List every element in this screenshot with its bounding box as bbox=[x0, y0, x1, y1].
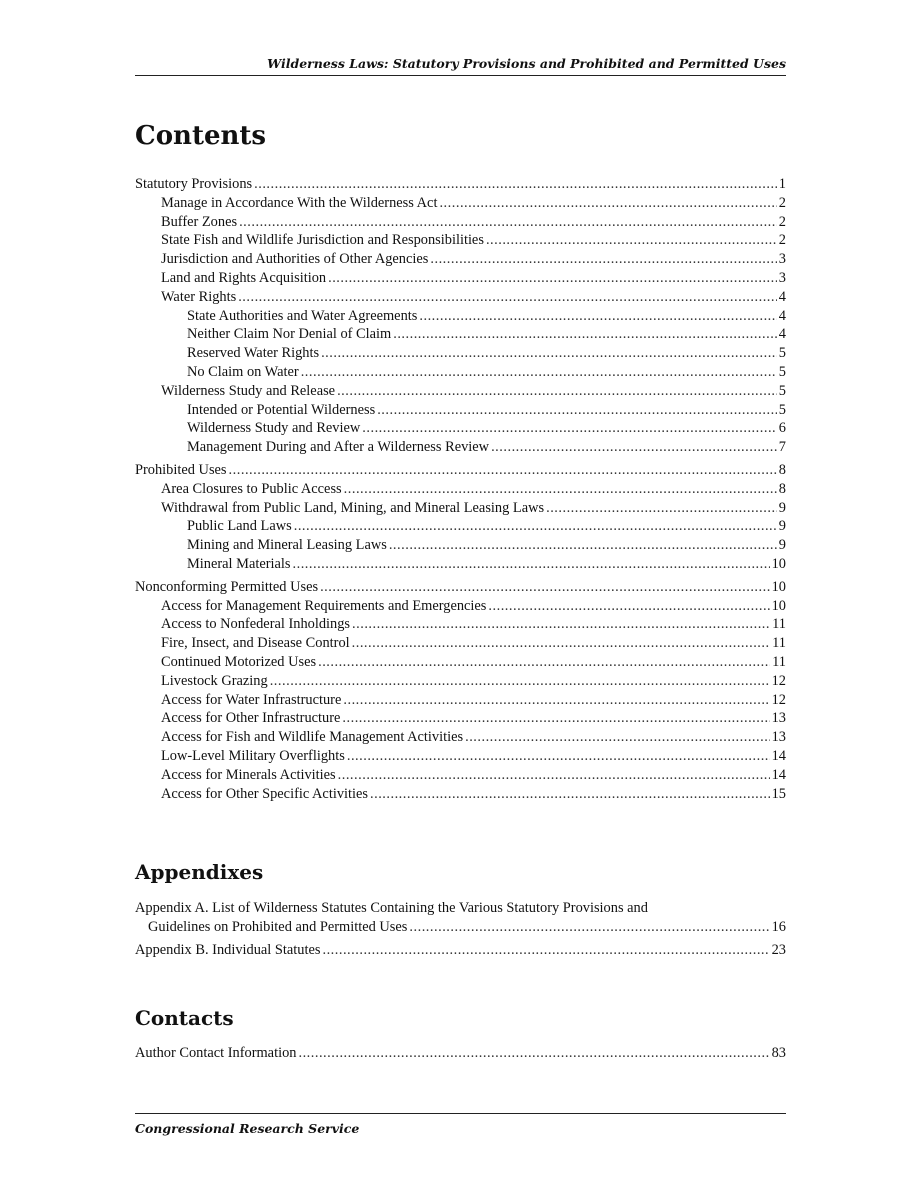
toc-entry[interactable] bbox=[135, 499, 786, 518]
toc-entry-page: 2 bbox=[778, 213, 786, 230]
toc-entry-title: Nonconforming Permitted Uses bbox=[135, 578, 319, 595]
dot-leader bbox=[293, 555, 770, 574]
toc-entry-title: Access for Management Requirements and Emergencies bbox=[161, 597, 487, 614]
toc-entry[interactable] bbox=[135, 363, 786, 382]
toc-entry-title: Livestock Grazing bbox=[161, 672, 268, 689]
dot-leader bbox=[238, 288, 777, 307]
toc-entry-title: Manage in Accordance With the Wilderness Act bbox=[161, 194, 438, 211]
dot-leader bbox=[294, 517, 777, 536]
toc-entry-page: 4 bbox=[778, 307, 786, 324]
appendixes-heading: Appendixes bbox=[135, 860, 264, 884]
toc-entry-title: Public Land Laws bbox=[187, 518, 292, 535]
toc-entry-page: 11 bbox=[772, 616, 786, 633]
toc-entry-title: Reserved Water Rights bbox=[187, 345, 320, 362]
toc-entry-page: 10 bbox=[771, 597, 786, 614]
dot-leader bbox=[229, 461, 777, 480]
toc-entry-page: 9 bbox=[778, 518, 786, 535]
toc-entry-title: Statutory Provisions bbox=[135, 176, 253, 192]
toc-entry[interactable] bbox=[135, 325, 786, 344]
toc-entry-title: State Authorities and Water Agreements bbox=[187, 307, 418, 324]
toc-entry-title: State Fish and Wildlife Jurisdiction and Responsibilities bbox=[161, 232, 484, 249]
dot-leader bbox=[389, 536, 777, 555]
toc-entry-title: Appendix A. List of Wilderness Statutes Containing the Various Statutory Provisions and bbox=[135, 900, 648, 916]
contacts-heading: Contacts bbox=[135, 1006, 234, 1030]
dot-leader bbox=[270, 672, 770, 691]
toc-entry[interactable] bbox=[135, 461, 786, 480]
toc-entry-author-contact[interactable] bbox=[135, 1044, 786, 1063]
toc-entry-title: Low-Level Military Overflights bbox=[161, 747, 345, 764]
toc-entry[interactable] bbox=[135, 615, 786, 634]
toc-entry[interactable] bbox=[135, 438, 786, 457]
toc-entry-title: Guidelines on Prohibited and Permitted Uses bbox=[148, 918, 408, 935]
toc-entry-title: Access for Other Infrastructure bbox=[161, 710, 341, 727]
dot-leader bbox=[419, 307, 776, 326]
toc-entry-title: Appendix B. Individual Statutes bbox=[135, 941, 321, 958]
dot-leader bbox=[409, 918, 769, 937]
toc-entry-title: Land and Rights Acquisition bbox=[161, 269, 327, 286]
toc-entry[interactable] bbox=[135, 401, 786, 420]
dot-leader bbox=[362, 419, 777, 438]
toc-entry-page: 13 bbox=[771, 710, 786, 727]
toc-entry[interactable] bbox=[135, 728, 786, 747]
dot-leader bbox=[465, 728, 770, 747]
toc-entry-title: Withdrawal from Public Land, Mining, and Mineral Leasing Laws bbox=[161, 499, 545, 516]
dot-leader bbox=[546, 499, 777, 518]
toc-entry-page: 5 bbox=[778, 345, 786, 362]
dot-leader bbox=[338, 766, 770, 785]
toc-entry-title: Water Rights bbox=[161, 288, 237, 305]
contents-list bbox=[135, 175, 786, 803]
toc-entry-title: Prohibited Uses bbox=[135, 461, 227, 478]
dot-leader bbox=[488, 597, 769, 616]
toc-entry-page: 8 bbox=[778, 461, 786, 478]
toc-entry-title: Intended or Potential Wilderness bbox=[187, 401, 376, 418]
dot-leader bbox=[439, 194, 776, 213]
dot-leader bbox=[377, 401, 777, 420]
toc-entry-title: Access for Water Infrastructure bbox=[161, 691, 342, 708]
dot-leader bbox=[370, 785, 770, 804]
toc-entry-page: 5 bbox=[778, 363, 786, 380]
toc-entry[interactable] bbox=[135, 709, 786, 728]
dot-leader bbox=[328, 269, 777, 288]
toc-entry-page: 5 bbox=[778, 382, 786, 399]
toc-entry[interactable] bbox=[135, 250, 786, 269]
dot-leader bbox=[486, 231, 777, 250]
toc-entry-page: 2 bbox=[778, 194, 786, 211]
dot-leader bbox=[320, 578, 770, 597]
toc-entry[interactable] bbox=[135, 419, 786, 438]
toc-entry[interactable] bbox=[135, 194, 786, 213]
toc-entry[interactable] bbox=[135, 536, 786, 555]
toc-entry[interactable] bbox=[135, 213, 786, 232]
toc-entry-appendix-a[interactable] bbox=[135, 899, 786, 937]
toc-entry-title: Wilderness Study and Review bbox=[187, 420, 361, 437]
dot-leader bbox=[239, 213, 777, 232]
toc-entry-title: Neither Claim Nor Denial of Claim bbox=[187, 326, 392, 343]
appendixes-list bbox=[135, 899, 786, 959]
toc-entry-page: 6 bbox=[778, 420, 786, 437]
dot-leader bbox=[352, 634, 771, 653]
toc-entry-page: 4 bbox=[778, 326, 786, 343]
toc-entry-page: 12 bbox=[771, 672, 786, 689]
dot-leader bbox=[318, 653, 770, 672]
toc-entry-page: 11 bbox=[772, 653, 786, 670]
dot-leader bbox=[322, 941, 769, 960]
dot-leader bbox=[347, 747, 770, 766]
toc-entry-page: 9 bbox=[778, 499, 786, 516]
toc-entry-title: Fire, Insect, and Disease Control bbox=[161, 635, 350, 652]
dot-leader bbox=[298, 1044, 769, 1063]
toc-entry-title: Mining and Mineral Leasing Laws bbox=[187, 537, 387, 554]
toc-entry[interactable] bbox=[135, 747, 786, 766]
dot-leader bbox=[301, 363, 777, 382]
toc-entry-title: No Claim on Water bbox=[187, 363, 299, 380]
dot-leader bbox=[491, 438, 777, 457]
toc-entry[interactable] bbox=[135, 555, 786, 574]
toc-entry-page: 1 bbox=[778, 176, 786, 192]
dot-leader bbox=[393, 325, 777, 344]
toc-entry-page: 11 bbox=[772, 635, 786, 652]
toc-entry[interactable] bbox=[135, 672, 786, 691]
toc-entry[interactable] bbox=[135, 344, 786, 363]
toc-entry-page: 4 bbox=[778, 288, 786, 305]
toc-entry[interactable] bbox=[135, 231, 786, 250]
toc-entry[interactable] bbox=[135, 269, 786, 288]
toc-entry-page: 10 bbox=[771, 555, 786, 572]
toc-entry-page: 12 bbox=[771, 691, 786, 708]
toc-entry-page: 2 bbox=[778, 232, 786, 249]
dot-leader bbox=[254, 175, 777, 194]
contents-heading: Contents bbox=[135, 121, 267, 151]
toc-entry-title: Access to Nonfederal Inholdings bbox=[161, 616, 351, 633]
toc-entry[interactable] bbox=[135, 480, 786, 499]
toc-entry-title: Management During and After a Wilderness Review bbox=[187, 439, 490, 456]
dot-leader bbox=[337, 382, 777, 401]
toc-entry-title: Jurisdiction and Authorities of Other Agencies bbox=[161, 251, 429, 268]
toc-entry-page: 83 bbox=[771, 1045, 786, 1061]
dot-leader bbox=[342, 709, 769, 728]
toc-entry-title: Access for Other Specific Activities bbox=[161, 785, 368, 802]
toc-entry-page: 5 bbox=[778, 401, 786, 418]
toc-entry-appendix-b[interactable] bbox=[135, 941, 786, 960]
toc-entry-page: 14 bbox=[771, 766, 786, 783]
toc-entry[interactable] bbox=[135, 382, 786, 401]
dot-leader bbox=[343, 691, 769, 710]
toc-entry[interactable] bbox=[135, 175, 786, 194]
toc-entry-page: 16 bbox=[771, 918, 786, 935]
contacts-list bbox=[135, 1044, 786, 1063]
toc-entry-page: 10 bbox=[771, 578, 786, 595]
running-header: Wilderness Laws: Statutory Provisions and Prohibited and Permitted Uses bbox=[135, 56, 786, 76]
toc-entry[interactable] bbox=[135, 634, 786, 653]
running-footer: Congressional Research Service bbox=[135, 1113, 786, 1136]
toc-entry-title: Mineral Materials bbox=[187, 555, 291, 572]
toc-entry-title: Wilderness Study and Release bbox=[161, 382, 336, 399]
toc-entry[interactable] bbox=[135, 517, 786, 536]
dot-leader bbox=[321, 344, 777, 363]
toc-entry[interactable] bbox=[135, 766, 786, 785]
toc-entry[interactable] bbox=[135, 597, 786, 616]
toc-entry[interactable] bbox=[135, 691, 786, 710]
toc-entry-page: 14 bbox=[771, 747, 786, 764]
toc-entry-page: 3 bbox=[778, 269, 786, 286]
dot-leader bbox=[430, 250, 776, 269]
toc-entry-title: Access for Minerals Activities bbox=[161, 766, 336, 783]
toc-entry[interactable] bbox=[135, 578, 786, 597]
toc-entry[interactable] bbox=[135, 653, 786, 672]
toc-entry[interactable] bbox=[135, 785, 786, 804]
toc-entry-title: Buffer Zones bbox=[161, 213, 238, 230]
toc-entry-title: Author Contact Information bbox=[135, 1045, 297, 1061]
toc-entry[interactable] bbox=[135, 307, 786, 326]
toc-entry-page: 3 bbox=[778, 251, 786, 268]
toc-entry-page: 9 bbox=[778, 537, 786, 554]
dot-leader bbox=[352, 615, 770, 634]
toc-entry-page: 7 bbox=[778, 439, 786, 456]
toc-entry-page: 13 bbox=[771, 729, 786, 746]
toc-entry-page: 23 bbox=[771, 941, 786, 958]
toc-entry-title: Continued Motorized Uses bbox=[161, 653, 317, 670]
toc-entry[interactable] bbox=[135, 288, 786, 307]
toc-entry-title: Area Closures to Public Access bbox=[161, 480, 342, 497]
toc-entry-page: 8 bbox=[778, 480, 786, 497]
dot-leader bbox=[344, 480, 777, 499]
toc-entry-page: 15 bbox=[771, 785, 786, 802]
toc-entry-title: Access for Fish and Wildlife Management Activities bbox=[161, 729, 464, 746]
